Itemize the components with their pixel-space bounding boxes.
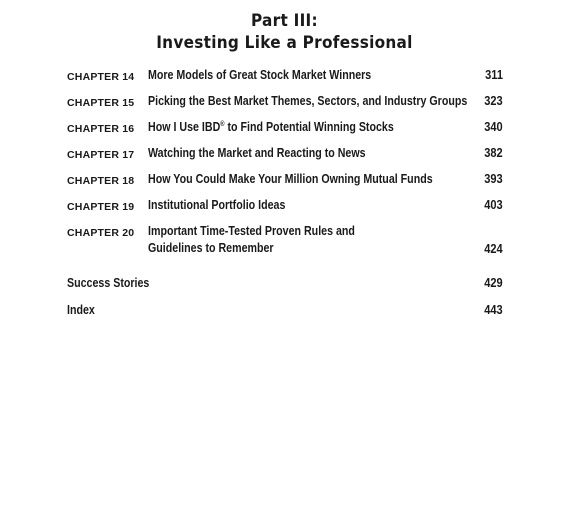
section-spacer: [67, 266, 507, 274]
registered-mark: ®: [220, 121, 225, 128]
page-number: 323: [484, 93, 503, 108]
chapter-title: How You Could Make Your Million Owning Mutual Funds: [148, 171, 433, 186]
page-number: 382: [484, 145, 503, 160]
chapter-title: Watching the Market and Reacting to News: [148, 145, 366, 160]
toc-entry-chapter-18[interactable]: [67, 170, 507, 196]
chapter-title: Institutional Portfolio Ideas: [148, 197, 286, 212]
chapter-title-part: How I Use IBD: [148, 119, 221, 134]
chapter-title: Picking the Best Market Themes, Sectors, and Industry Groups: [148, 93, 468, 108]
part-number: Part III:: [250, 11, 318, 31]
chapter-label: CHAPTER 18: [67, 175, 135, 187]
part-title: Investing Like a Professional: [156, 33, 413, 53]
toc-entry-chapter-14[interactable]: [67, 66, 507, 92]
toc-entry-chapter-16[interactable]: [67, 118, 507, 144]
chapter-title: [148, 222, 355, 256]
page-number: 340: [484, 119, 503, 134]
chapter-label: CHAPTER 17: [67, 149, 135, 161]
chapter-title: [148, 118, 394, 135]
chapter-label: CHAPTER 20: [67, 227, 135, 239]
chapter-label: CHAPTER 19: [67, 201, 135, 213]
chapter-title-line: Important Time-Tested Proven Rules and: [148, 223, 355, 238]
table-of-contents: [67, 66, 507, 328]
toc-entry-chapter-15[interactable]: [67, 92, 507, 118]
toc-entry-chapter-20[interactable]: [67, 222, 507, 266]
section-title: Index: [67, 302, 95, 317]
toc-entry-chapter-17[interactable]: [67, 144, 507, 170]
chapter-title-part: to Find Potential Winning Stocks: [224, 119, 394, 134]
page-number: 403: [484, 197, 503, 212]
page-number: 443: [484, 302, 503, 317]
page-number: 311: [485, 67, 503, 82]
toc-entry-index[interactable]: [67, 301, 507, 328]
chapter-label: CHAPTER 15: [67, 97, 135, 109]
page-number: 429: [484, 275, 503, 290]
chapter-title: More Models of Great Stock Market Winners: [148, 67, 372, 82]
chapter-label: CHAPTER 14: [67, 71, 135, 83]
chapter-title-line: Guidelines to Remember: [148, 240, 274, 255]
page-number: 393: [484, 171, 503, 186]
toc-entry-chapter-19[interactable]: [67, 196, 507, 222]
page-number: 424: [484, 241, 503, 256]
part-heading: [28, 10, 540, 54]
toc-entry-success-stories[interactable]: [67, 274, 507, 301]
chapter-label: CHAPTER 16: [67, 123, 135, 135]
section-title: Success Stories: [67, 275, 150, 290]
